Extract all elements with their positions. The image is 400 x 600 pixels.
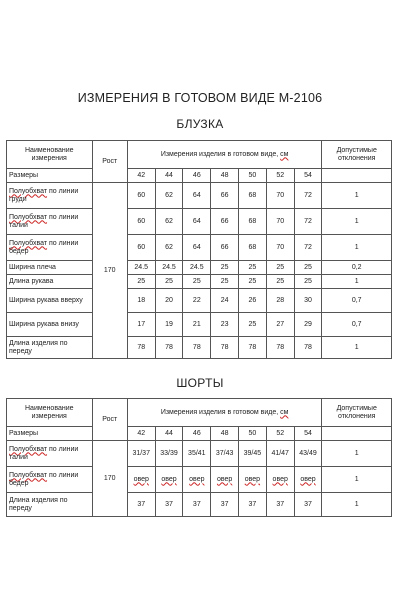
value-text: 66 [220,191,229,199]
value-text: 26 [248,296,257,304]
tolerance-cell: 1 [322,441,392,467]
value-cell [266,493,294,517]
value-text: 72 [304,243,312,251]
height-value: 170 [92,441,127,517]
value-cell [239,313,267,337]
value-cell [127,289,155,313]
table-row [7,261,392,275]
size-cell: 42 [127,169,155,183]
value-cell [183,441,211,467]
value-cell [155,337,183,359]
measurement-name [7,289,93,313]
value-cell [211,493,239,517]
value-text: 72 [304,217,312,225]
value-cell [211,467,239,493]
value-text: 78 [165,343,173,351]
value-cell [127,441,155,467]
table-row [7,441,392,467]
value-cell [211,337,239,359]
measurement-name-prefix: Полуобхват [9,471,48,479]
value-cell [155,441,183,467]
table-row [7,275,392,289]
blouse-title: БЛУЗКА [176,117,224,131]
height-value: 170 [92,183,127,359]
value-cell [155,261,183,275]
value-text: 60 [137,217,146,225]
tolerance-cell: 0,7 [322,289,392,313]
value-text: 70 [276,243,285,251]
value-text: 68 [248,243,257,251]
size-cell: 44 [155,427,183,441]
value-text: 64 [192,217,201,225]
table-row [7,313,392,337]
value-text: 24.5 [162,263,176,271]
value-text: 72 [304,191,312,199]
tolerance-cell: 1 [322,235,392,261]
value-text: 37 [220,500,229,508]
value-text: 62 [165,243,173,251]
value-cell [239,275,267,289]
header-height: Рост [92,399,127,441]
value-text: 25 [248,263,257,271]
value-cell [294,289,322,313]
header-height: Рост [92,141,127,183]
table-row [7,289,392,313]
header-measurements [127,141,322,169]
value-cell [127,235,155,261]
measurement-name-text: по линии бедер [9,239,79,255]
size-cell: 48 [211,169,239,183]
header-unit: см [280,408,289,416]
size-cell: 54 [294,427,322,441]
value-cell [183,275,211,289]
value-text: 37 [165,500,173,508]
value-cell [266,313,294,337]
header-measurements-text: Измерения изделия в готовом виде, [160,150,279,158]
value-text: 25 [220,277,229,285]
measurement-name [7,183,93,209]
value-cell [239,337,267,359]
value-cell [266,275,294,289]
value-cell [266,261,294,275]
blouse-table [6,140,392,359]
value-text: 25 [276,263,285,271]
value-text: 78 [192,343,201,351]
value-cell [155,467,183,493]
value-cell [211,313,239,337]
value-text: 64 [192,243,201,251]
value-text: 21 [192,320,201,328]
sizes-row [7,169,392,183]
measurement-name-text: по линии бедер [9,471,79,487]
size-cell: 54 [294,169,322,183]
measurement-name-prefix: Полуобхват [9,445,48,453]
value-text: 25 [304,263,312,271]
value-cell [266,183,294,209]
value-cell [294,261,322,275]
measurement-name [7,337,93,359]
value-cell [266,289,294,313]
value-cell [183,467,211,493]
value-text: 64 [192,191,201,199]
value-cell [294,337,322,359]
size-cell: 46 [183,427,211,441]
size-cell: 46 [183,169,211,183]
value-text: 24.5 [190,263,204,271]
tolerance-cell: 0,2 [322,261,392,275]
value-text: 37 [248,500,257,508]
header-measurements [127,399,322,427]
value-text: 28 [276,296,285,304]
value-cell [239,289,267,313]
value-cell [294,313,322,337]
value-text: 22 [192,296,201,304]
table-row [7,493,392,517]
value-cell [294,275,322,289]
header-tolerance: Допустимые отклонения [322,141,392,169]
value-text: 27 [276,320,285,328]
tolerance-cell: 0,7 [322,313,392,337]
size-cell: 42 [127,427,155,441]
measurement-name [7,275,93,289]
value-cell [239,441,267,467]
value-text: овер [133,475,149,483]
value-text: 33/39 [160,449,178,457]
value-text: 37/43 [215,449,234,457]
header-tolerance: Допустимые отклонения [322,399,392,427]
value-cell [183,337,211,359]
value-text: 78 [137,343,146,351]
size-cell: 52 [266,169,294,183]
value-cell [239,183,267,209]
size-cell: 50 [239,169,267,183]
tolerance-cell: 1 [322,275,392,289]
value-text: 18 [137,296,146,304]
table-row [7,467,392,493]
value-text: 35/41 [188,449,206,457]
value-cell [183,209,211,235]
value-cell [127,467,155,493]
shorts-title: ШОРТЫ [176,376,224,390]
tolerance-cell: 1 [322,493,392,517]
measurement-name [7,261,93,275]
measurement-name-text: по линии талии [9,445,79,461]
measurement-name-text: Длина изделия по переду [9,496,68,512]
header-measurements-text: Измерения изделия в готовом виде, [160,408,279,416]
value-text: 62 [165,217,173,225]
value-text: овер [244,475,261,483]
value-text: 30 [304,296,312,304]
value-cell [239,235,267,261]
value-cell [155,275,183,289]
measurement-name-prefix: Полуобхват [9,239,48,247]
value-cell [127,313,155,337]
value-text: 78 [220,343,229,351]
value-text: 25 [248,320,257,328]
value-text: овер [189,475,205,483]
value-cell [127,337,155,359]
value-cell [266,235,294,261]
measurement-name-text: по линии талии [9,213,79,229]
value-text: овер [300,475,316,483]
value-cell [127,183,155,209]
value-cell [211,209,239,235]
value-text: 25 [165,277,173,285]
value-cell [183,235,211,261]
measurement-name [7,235,93,261]
value-cell [183,289,211,313]
value-text: 31/37 [132,449,150,457]
value-text: овер [161,475,177,483]
value-text: 41/47 [271,449,289,457]
value-cell [239,467,267,493]
measurement-name-text: Ширина рукава внизу [9,320,79,328]
value-cell [294,209,322,235]
value-text: 23 [220,320,229,328]
value-text: 25 [304,277,312,285]
value-cell [211,289,239,313]
value-cell [294,467,322,493]
value-text: 37 [192,500,201,508]
tolerance-empty [322,427,392,441]
page-title: ИЗМЕРЕНИЯ В ГОТОВОМ ВИДЕ М-2106 [77,91,323,105]
measurement-name [7,209,93,235]
value-cell [183,183,211,209]
value-text: 24.5 [134,263,149,271]
size-cell: 50 [239,427,267,441]
sizes-row [7,427,392,441]
value-text: 19 [165,320,173,328]
value-text: 78 [248,343,257,351]
value-cell [211,261,239,275]
tolerance-empty [322,169,392,183]
value-cell [155,183,183,209]
value-cell [183,493,211,517]
value-cell [127,261,155,275]
value-text: 25 [137,277,146,285]
value-text: 17 [137,320,146,328]
shorts-table [6,398,392,517]
value-cell [211,235,239,261]
value-text: 66 [220,243,229,251]
value-cell [239,209,267,235]
size-cell: 52 [266,427,294,441]
measurement-name-text: Ширина плеча [9,263,56,271]
value-cell [294,493,322,517]
value-text: овер [216,475,233,483]
value-text: 78 [276,343,285,351]
value-cell [183,313,211,337]
table-row [7,209,392,235]
value-text: 68 [248,217,257,225]
value-cell [127,493,155,517]
sizes-label: Размеры [7,427,93,441]
value-text: 70 [276,217,285,225]
table-row [7,183,392,209]
value-text: 78 [304,343,312,351]
value-text: 37 [304,500,312,508]
value-text: 24 [220,296,229,304]
value-cell [127,209,155,235]
value-cell [211,441,239,467]
value-cell [294,183,322,209]
value-text: 62 [165,191,173,199]
value-cell [266,337,294,359]
sizes-label: Размеры [7,169,93,183]
value-text: 43/49 [299,449,317,457]
value-cell [211,275,239,289]
value-cell [239,261,267,275]
value-cell [155,209,183,235]
value-cell [155,493,183,517]
header-name: Наименование измерения [7,141,93,169]
value-cell [211,183,239,209]
size-cell: 48 [211,427,239,441]
value-text: 70 [276,191,285,199]
value-cell [294,235,322,261]
header-name: Наименование измерения [7,399,93,427]
measurement-name-prefix: Полуобхват [9,187,48,195]
measurement-name [7,313,93,337]
value-text: 37 [276,500,285,508]
table-row [7,235,392,261]
tolerance-cell: 1 [322,337,392,359]
value-text: 37 [137,500,146,508]
value-cell [155,235,183,261]
tolerance-cell: 1 [322,467,392,493]
value-text: овер [272,475,288,483]
measurement-name-text: по линии груди [9,187,79,203]
value-text: 20 [165,296,173,304]
measurement-name-text: Ширина рукава вверху [9,296,83,304]
value-cell [266,441,294,467]
size-cell: 44 [155,169,183,183]
value-text: 66 [220,217,229,225]
value-cell [155,289,183,313]
value-text: 68 [248,191,257,199]
measurement-name [7,467,93,493]
measurement-name-text: Длина изделия по переду [9,339,68,355]
value-text: 60 [137,191,146,199]
value-text: 29 [304,320,312,328]
value-cell [266,467,294,493]
header-unit: см [280,150,289,158]
measurement-name-prefix: Полуобхват [9,213,48,221]
value-text: 39/45 [243,449,262,457]
measurement-name [7,493,93,517]
tolerance-cell: 1 [322,209,392,235]
measurement-name [7,441,93,467]
value-text: 25 [276,277,285,285]
measurement-name-text: Длина рукава [9,277,54,285]
value-text: 25 [192,277,201,285]
value-cell [155,313,183,337]
value-text: 25 [248,277,257,285]
tolerance-cell: 1 [322,183,392,209]
value-cell [266,209,294,235]
value-cell [183,261,211,275]
value-cell [239,493,267,517]
value-text: 60 [137,243,146,251]
value-cell [127,275,155,289]
table-row [7,337,392,359]
value-text: 25 [220,263,229,271]
value-cell [294,441,322,467]
